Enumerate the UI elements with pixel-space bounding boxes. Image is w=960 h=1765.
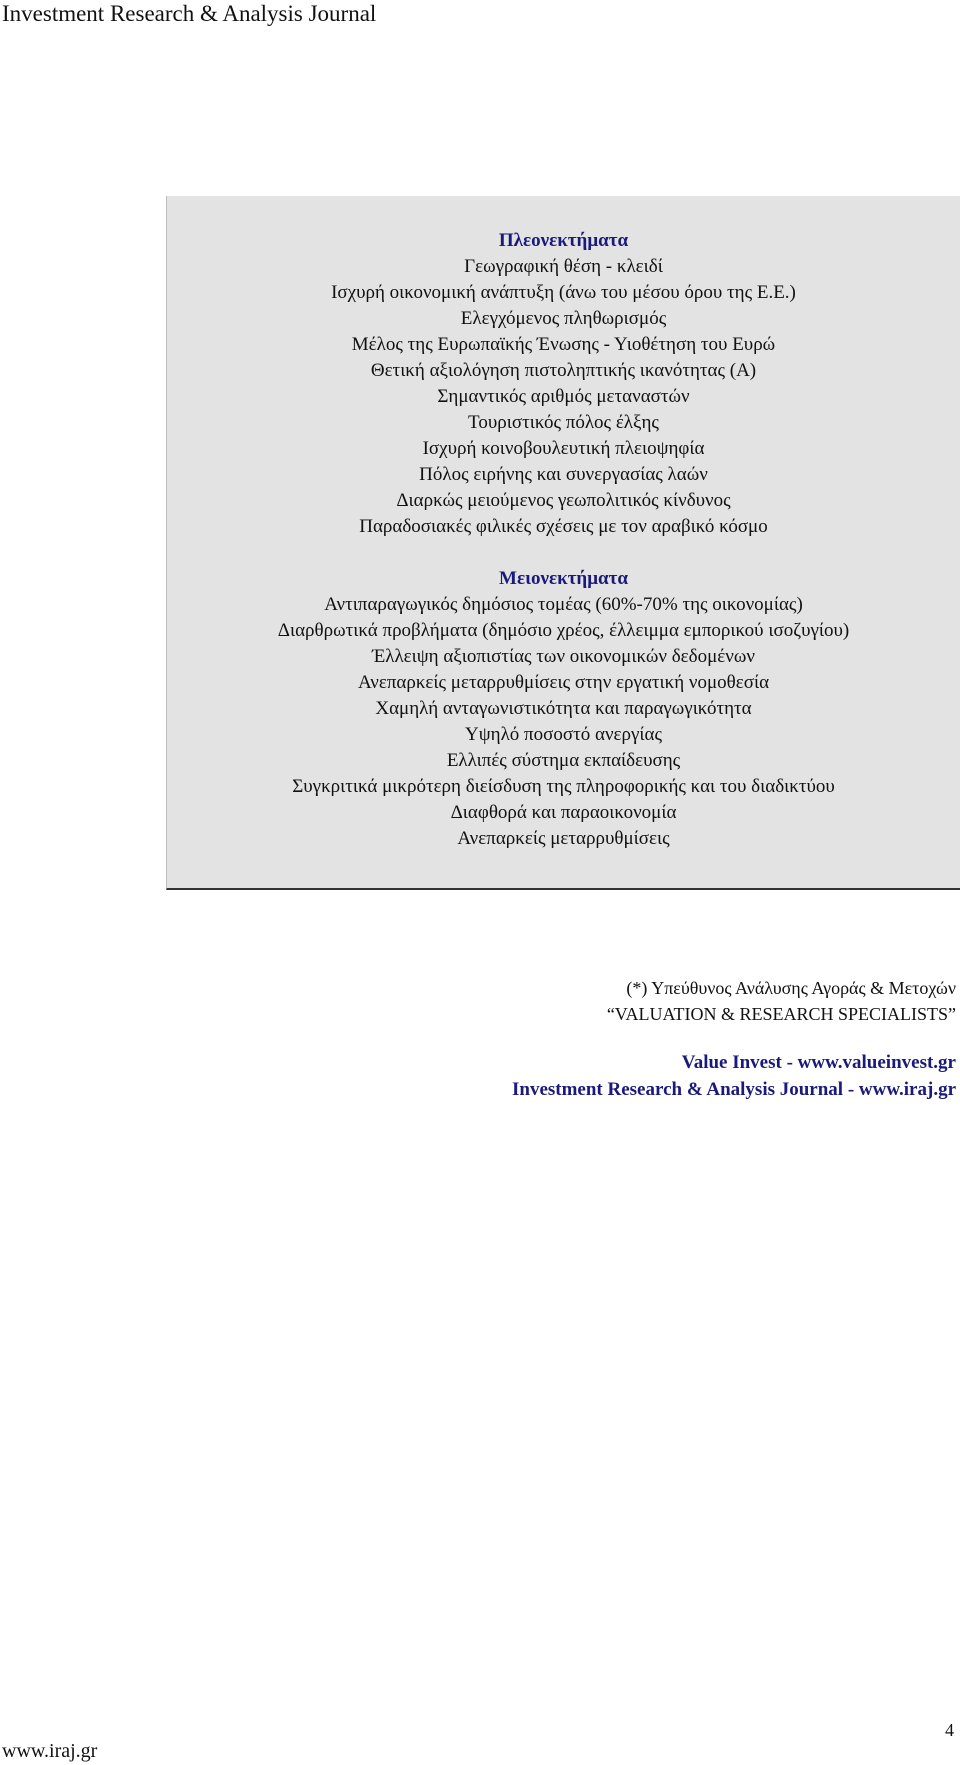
advantage-item: Θετική αξιολόγηση πιστοληπτικής ικανότητας (Α): [370, 360, 757, 381]
disadvantage-item: Αντιπαραγωγικός δημόσιος τομέας (60%-70% της οικονομίας): [324, 594, 803, 615]
advantage-item: Ισχυρή κοινοβουλευτική πλειοψηφία: [422, 438, 705, 459]
advantage-item: Διαρκώς μειούμενος γεωπολιτικός κίνδυνος: [396, 490, 731, 511]
iraj-link[interactable]: Investment Research & Analysis Journal - www.iraj.gr: [511, 1079, 956, 1100]
website-links: [512, 1049, 956, 1103]
analyst-title: (*) Υπεύθυνος Ανάλυσης Αγοράς & Μετοχών: [626, 978, 956, 998]
disadvantage-item: Συγκριτικά μικρότερη διείσδυση της πληροφορικής και του διαδικτύου: [292, 776, 835, 797]
header-title: Investment Research & Analysis Journal: [2, 1, 377, 26]
disadvantage-item: Χαμηλή ανταγωνιστικότητα και παραγωγικότητα: [375, 698, 752, 719]
advantage-item: Πόλος ειρήνης και συνεργασίας λαών: [419, 464, 708, 485]
advantage-item: Ισχυρή οικονομική ανάπτυξη (άνω του μέσου όρου της Ε.Ε.): [331, 282, 796, 303]
disadvantage-item: Έλλειψη αξιοπιστίας των οικονομικών δεδομένων: [372, 646, 755, 667]
advantage-item: Σημαντικός αριθμός μεταναστών: [437, 386, 690, 407]
advantage-item: Γεωγραφική θέση - κλειδί: [464, 256, 663, 277]
advantage-item: Τουριστικός πόλος έλξης: [468, 412, 659, 433]
disadvantage-item: Υψηλό ποσοστό ανεργίας: [465, 724, 662, 745]
advantage-item: Μέλος της Ευρωπαϊκής Ένωσης - Υιοθέτηση του Ευρώ: [351, 334, 776, 355]
advantage-item: Ελεγχόμενος πληθωρισμός: [460, 308, 667, 329]
footer-url: www.iraj.gr: [2, 1740, 98, 1762]
swot-panel: [166, 196, 960, 890]
analyst-credits: [607, 975, 956, 1027]
company-tagline: “VALUATION & RESEARCH SPECIALISTS”: [606, 1004, 956, 1024]
section-spacer: [167, 540, 960, 566]
disadvantage-item: Διαρθρωτικά προβλήματα (δημόσιο χρέος, έλλειμμα εμπορικού ισοζυγίου): [277, 620, 850, 641]
valueinvest-link[interactable]: Value Invest - www.valueinvest.gr: [681, 1052, 956, 1073]
disadvantages-heading: Μειονεκτήματα: [499, 568, 628, 589]
disadvantage-item: Ανεπαρκείς μεταρρυθμίσεις: [457, 828, 670, 849]
advantages-heading: Πλεονεκτήματα: [498, 230, 629, 251]
advantage-item: Παραδοσιακές φιλικές σχέσεις με τον αραβικό κόσμο: [359, 516, 768, 537]
disadvantage-item: Διαφθορά και παραοικονομία: [450, 802, 677, 823]
disadvantage-item: Ελλιπές σύστημα εκπαίδευσης: [446, 750, 681, 771]
disadvantage-item: Ανεπαρκείς μεταρρυθμίσεις στην εργατική νομοθεσία: [357, 672, 770, 693]
swot-panel-content: [167, 228, 960, 852]
page-number: 4: [945, 1720, 954, 1740]
